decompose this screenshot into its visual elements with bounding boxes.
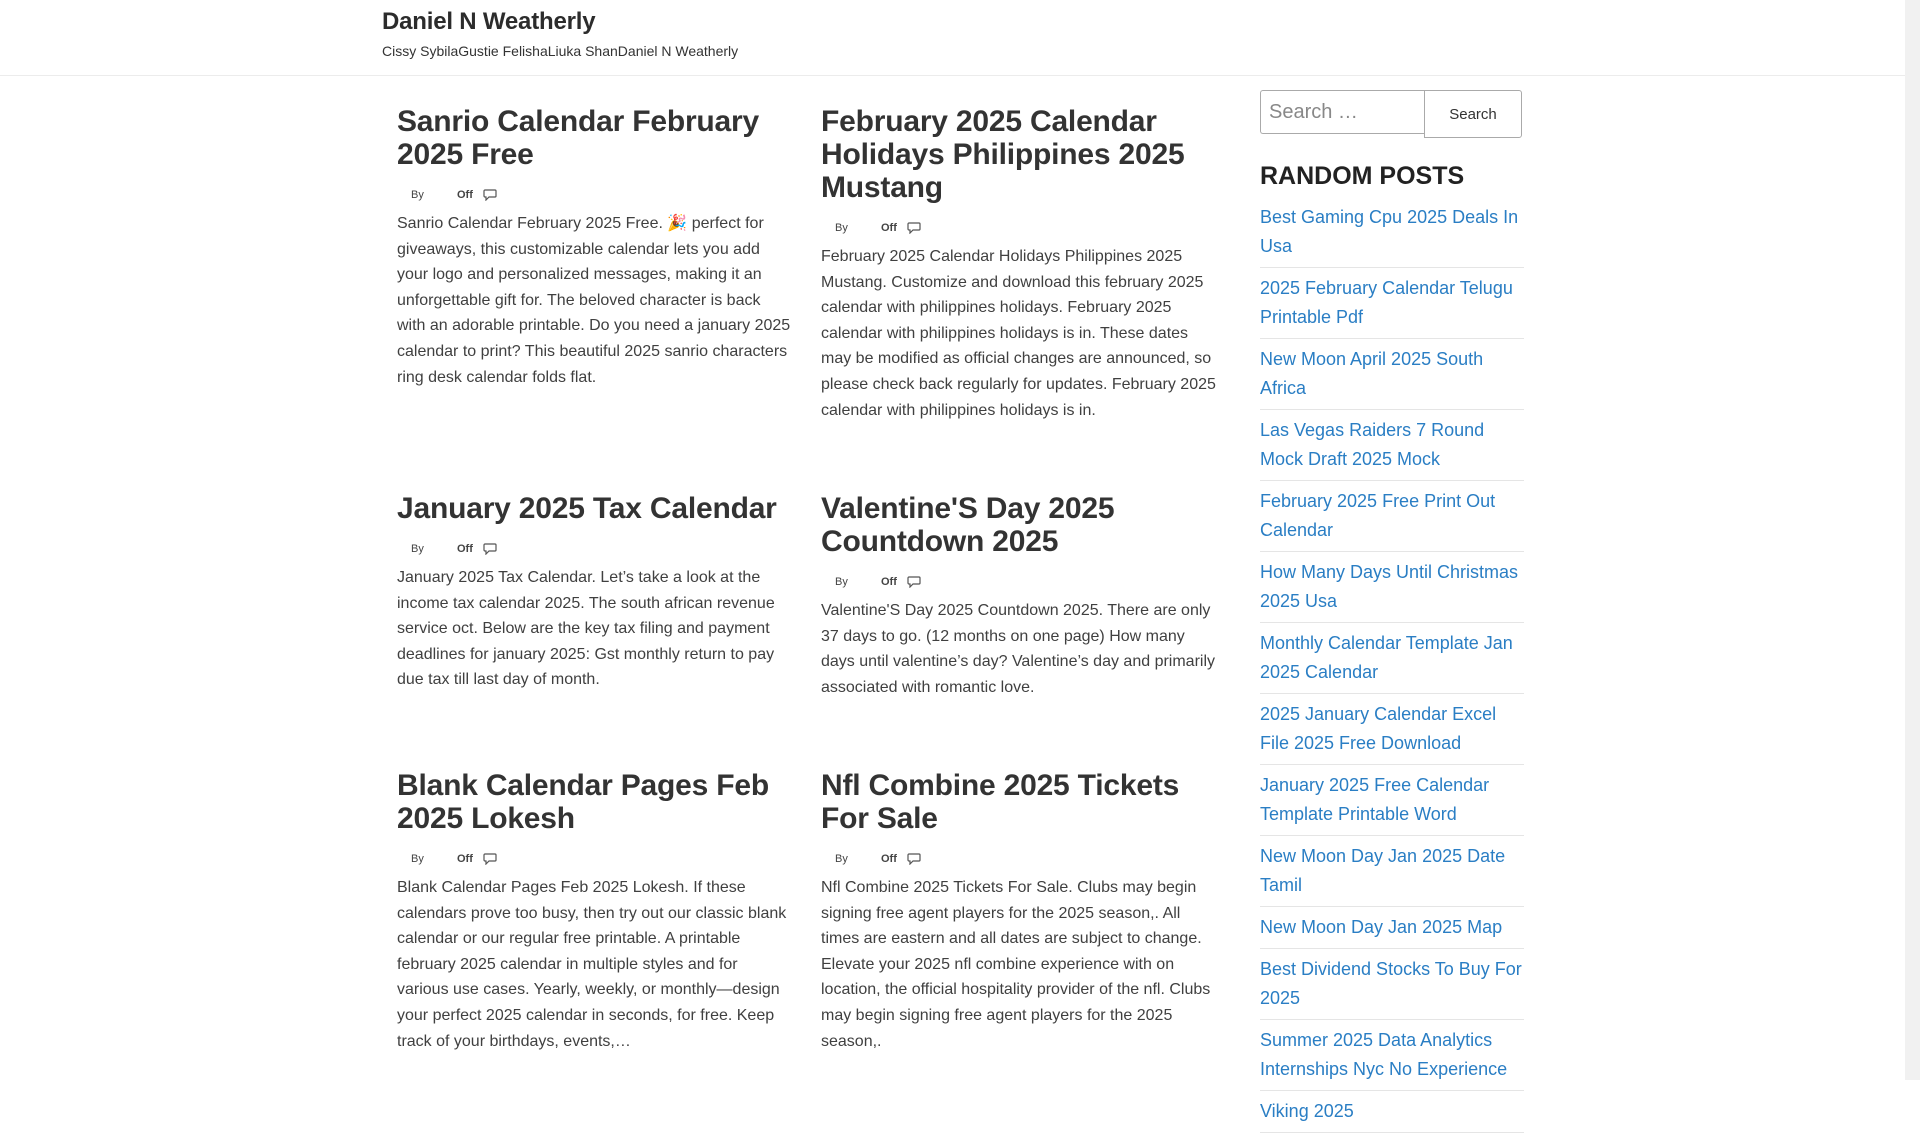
list-item [1260, 836, 1524, 907]
post-title-link[interactable]: January 2025 Tax Calendar [397, 492, 777, 525]
random-post-link[interactable]: January 2025 Free Calendar Template Printable Word [1260, 775, 1490, 824]
random-post-link[interactable]: 2025 February Calendar Telugu Printable Pdf [1260, 278, 1513, 327]
random-post-link[interactable]: Summer 2025 Data Analytics Internships Nyc No Experience [1260, 1030, 1508, 1079]
nav-link-liuka-shan[interactable]: Liuka Shan [547, 43, 618, 59]
list-item [1260, 410, 1524, 481]
list-item [1260, 481, 1524, 552]
post-title-link[interactable]: Nfl Combine 2025 Tickets For Sale [821, 769, 1180, 835]
comment-icon [483, 853, 497, 865]
nav-link-daniel-n-weatherly[interactable]: Daniel N Weatherly [617, 43, 739, 59]
post-excerpt: Blank Calendar Pages Feb 2025 Lokesh. If these calendars prove too busy, then try out our classic blank calendar or our regular free printable. A printable february 2025 calendar in multiple styles and for various use cases. Yearly, weekly, or monthly—design your perfect 2025 calendar in seconds, for free. Keep track of your birthdays, events,… [397, 879, 787, 1050]
list-item [1260, 907, 1524, 949]
site-header [0, 0, 1905, 76]
site-nav [382, 43, 738, 59]
list-item [1260, 1020, 1524, 1091]
random-post-link[interactable]: Viking 2025 [1260, 1101, 1354, 1121]
comment-icon [907, 853, 921, 865]
post-meta [821, 849, 1216, 869]
list-item [1260, 765, 1524, 836]
list-item [1260, 623, 1524, 694]
post-card [821, 105, 1216, 423]
post-author-label: By [411, 189, 424, 201]
post-card [397, 492, 792, 693]
list-item [1260, 552, 1524, 623]
list-item [1260, 339, 1524, 410]
post-title-link[interactable]: Valentine'S Day 2025 Countdown 2025 [821, 492, 1115, 558]
post-excerpt: February 2025 Calendar Holidays Philippines 2025 Mustang. Customize and download this february 2025 calendar with philippines holidays. February 2025 calendar with philippines holidays is in. These dates may be modified as official changes are announced, so please check back regularly for updates. February 2025 calendar with philippines holidays is in. [821, 248, 1216, 419]
nav-link-gustie-felisha[interactable]: Gustie Felisha [458, 43, 548, 59]
random-post-link[interactable]: Las Vegas Raiders 7 Round Mock Draft 2025 Mock [1260, 420, 1485, 469]
post-title [397, 492, 792, 525]
post-card [821, 769, 1216, 1054]
post-excerpt: Sanrio Calendar February 2025 Free. 🎉 perfect for giveaways, this customizable calendar lets you add your logo and personalized messages, making it an unforgettable gift for. The beloved character is back with an adorable printable. Do you need a january 2025 calendar to print? This beautiful 2025 sanrio characters ring desk calendar folds flat. [397, 215, 791, 386]
random-post-link[interactable]: February 2025 Free Print Out Calendar [1260, 491, 1496, 540]
post-title [821, 492, 1216, 558]
list-item [1260, 1091, 1524, 1133]
search-input[interactable] [1260, 90, 1424, 134]
post-author-label: By [835, 576, 848, 588]
comment-icon [907, 576, 921, 588]
post-title-link[interactable]: Sanrio Calendar February 2025 Free [397, 105, 759, 171]
post-comments-status: Off [457, 853, 473, 865]
random-post-link[interactable]: New Moon Day Jan 2025 Map [1260, 917, 1503, 937]
site-title[interactable]: Daniel N Weatherly [382, 8, 596, 35]
random-post-link[interactable]: Best Gaming Cpu 2025 Deals In Usa [1260, 207, 1519, 256]
sidebar [1260, 90, 1524, 1133]
post-title [821, 769, 1216, 835]
post-author-label: By [411, 543, 424, 555]
random-post-link[interactable]: How Many Days Until Christmas 2025 Usa [1260, 562, 1519, 611]
list-item [1260, 268, 1524, 339]
search-button[interactable]: Search [1424, 90, 1522, 138]
post-meta [397, 185, 792, 205]
post-title-link[interactable]: February 2025 Calendar Holidays Philippines 2025 Mustang [821, 105, 1185, 204]
post-author-label: By [411, 853, 424, 865]
post-comments-status: Off [881, 222, 897, 234]
random-post-link[interactable]: Best Dividend Stocks To Buy For 2025 [1260, 959, 1522, 1008]
random-post-link[interactable]: Monthly Calendar Template Jan 2025 Calendar [1260, 633, 1513, 682]
post-title-link[interactable]: Blank Calendar Pages Feb 2025 Lokesh [397, 769, 770, 835]
random-post-link[interactable]: New Moon Day Jan 2025 Date Tamil [1260, 846, 1506, 895]
post-comments-status: Off [881, 576, 897, 588]
search-form [1260, 90, 1524, 138]
nav-link-cissy-sybila[interactable]: Cissy Sybila [382, 43, 459, 59]
random-post-link[interactable]: New Moon April 2025 South Africa [1260, 349, 1484, 398]
post-meta [821, 572, 1216, 592]
post-meta [397, 539, 792, 559]
scrollbar[interactable] [1905, 0, 1920, 1080]
post-title [397, 769, 792, 835]
list-item [1260, 949, 1524, 1020]
list-item [1260, 694, 1524, 765]
random-post-link[interactable]: 2025 January Calendar Excel File 2025 Free Download [1260, 704, 1497, 753]
comment-icon [483, 543, 497, 555]
post-excerpt: Nfl Combine 2025 Tickets For Sale. Clubs may begin signing free agent players for the 2025 season,. All times are eastern and all dates are subject to change. Elevate your 2025 nfl combine experience with on location, the official hospitality provider of the nfl. Clubs may begin signing free agent players for the 2025 season,. [821, 879, 1211, 1050]
random-posts-list [1260, 197, 1524, 1133]
random-posts-title: RANDOM POSTS [1260, 162, 1465, 190]
post-card [397, 105, 792, 390]
post-excerpt: January 2025 Tax Calendar. Let’s take a look at the income tax calendar 2025. The south african revenue service oct. Below are the key tax filing and payment deadlines for january 2025: Gst monthly return to pay due tax till last day of month. [397, 569, 775, 689]
post-meta [397, 849, 792, 869]
post-excerpt: Valentine'S Day 2025 Countdown 2025. There are only 37 days to go. (12 months on one page) How many days until valentine’s day? Valentine’s day and primarily associated with romantic love. [821, 602, 1216, 696]
comment-icon [907, 222, 921, 234]
post-meta [821, 218, 1216, 238]
post-card [821, 492, 1216, 700]
post-author-label: By [835, 853, 848, 865]
post-card [397, 769, 792, 1054]
comment-icon [483, 189, 497, 201]
list-item [1260, 197, 1524, 268]
post-comments-status: Off [881, 853, 897, 865]
post-title [397, 105, 792, 171]
post-title [821, 105, 1216, 204]
post-comments-status: Off [457, 189, 473, 201]
post-author-label: By [835, 222, 848, 234]
post-comments-status: Off [457, 543, 473, 555]
